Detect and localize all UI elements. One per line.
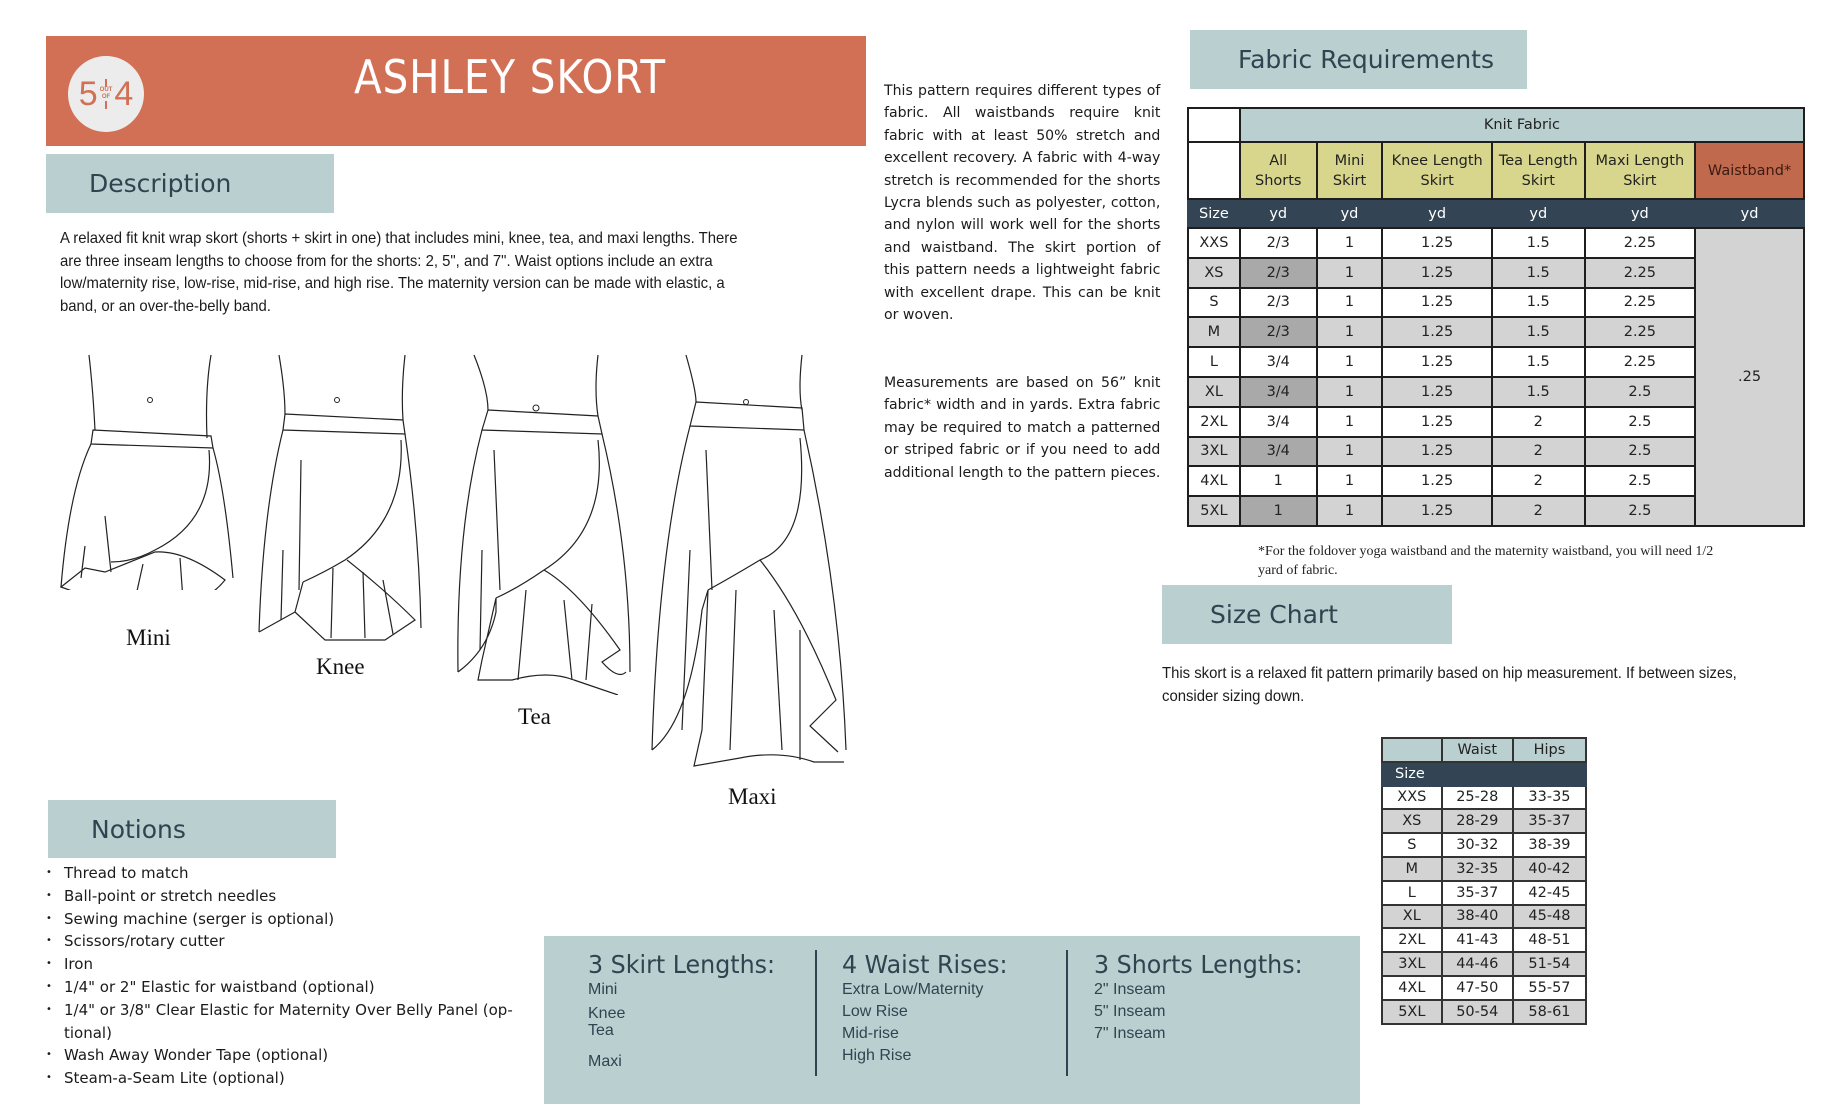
waist-rises-heading: 4 Waist Rises: bbox=[842, 950, 1008, 979]
yardage-cell: 2.25 bbox=[1585, 347, 1696, 377]
notion-item: • Iron bbox=[46, 955, 93, 974]
unit-label: yd bbox=[1317, 199, 1383, 228]
hips-cell: 55-57 bbox=[1513, 976, 1586, 1000]
yardage-cell: 2.25 bbox=[1585, 288, 1696, 318]
yardage-cell: 1 bbox=[1317, 466, 1383, 496]
size-row bbox=[1382, 1000, 1586, 1024]
column-divider bbox=[815, 950, 817, 1076]
size-cell: XXS bbox=[1382, 786, 1442, 810]
skirt-length-item: Tea bbox=[588, 1022, 614, 1039]
waistband-footnote: *For the foldover yoga waistband and the maternity waistband, you will need 1/2 yard of fabric. bbox=[1258, 544, 1714, 578]
empty-corner bbox=[1188, 142, 1240, 199]
yardage-cell: 1.5 bbox=[1492, 258, 1585, 288]
yardage-cell: 2.25 bbox=[1585, 228, 1696, 258]
size-cell: 4XL bbox=[1188, 466, 1240, 496]
mini-label: Mini bbox=[126, 625, 171, 650]
yardage-cell: 1 bbox=[1240, 496, 1317, 526]
yardage-cell: 2 bbox=[1492, 437, 1585, 467]
hips-cell: 40-42 bbox=[1513, 857, 1586, 881]
size-row bbox=[1382, 809, 1586, 833]
yardage-cell: 2/3 bbox=[1240, 288, 1317, 318]
waist-cell: 44-46 bbox=[1442, 952, 1513, 976]
yardage-cell: 3/4 bbox=[1240, 437, 1317, 467]
waist-rise-item: Low Rise bbox=[842, 1003, 908, 1020]
shorts-lengths-column bbox=[1094, 950, 1314, 1045]
hips-cell: 35-37 bbox=[1513, 809, 1586, 833]
yardage-cell: 2/3 bbox=[1240, 228, 1317, 258]
knit-fabric-header: Knit Fabric bbox=[1240, 108, 1804, 142]
yardage-cell: 2.25 bbox=[1585, 317, 1696, 347]
yardage-cell: 2.5 bbox=[1585, 407, 1696, 437]
yardage-cell: 1.5 bbox=[1492, 288, 1585, 318]
yardage-cell: 1 bbox=[1317, 317, 1383, 347]
yardage-cell: 1.25 bbox=[1382, 407, 1492, 437]
column-header-all-shorts: All Shorts bbox=[1240, 142, 1317, 199]
yardage-cell: 1 bbox=[1317, 407, 1383, 437]
yardage-cell: 1.25 bbox=[1382, 317, 1492, 347]
yardage-cell: 2.5 bbox=[1585, 437, 1696, 467]
logo-five: 5 bbox=[78, 74, 98, 113]
size-cell: 2XL bbox=[1188, 407, 1240, 437]
size-row bbox=[1382, 881, 1586, 905]
summary-box bbox=[544, 936, 1360, 1104]
size-cell: 5XL bbox=[1188, 496, 1240, 526]
size-cell: 4XL bbox=[1382, 976, 1442, 1000]
size-row bbox=[1382, 928, 1586, 952]
yardage-cell: 1 bbox=[1240, 466, 1317, 496]
logo-out-of: OUT OF bbox=[100, 79, 113, 109]
waist-cell: 50-54 bbox=[1442, 1000, 1513, 1024]
yardage-cell: 2.5 bbox=[1585, 377, 1696, 407]
hips-cell: 58-61 bbox=[1513, 1000, 1586, 1024]
description-heading: Description bbox=[46, 154, 334, 213]
hips-cell: 51-54 bbox=[1513, 952, 1586, 976]
size-row bbox=[1382, 786, 1586, 810]
fabric-notes-paragraph-2: Measurements are based on 56” knit fabric* width and in yards. Extra fabric may be required to match a patterned or striped fabric or if you need to add additional length to the pattern pieces. bbox=[884, 375, 1161, 481]
column-header-waistband: Waistband* bbox=[1695, 142, 1804, 199]
column-header-maxi-length-skirt: Maxi Length Skirt bbox=[1585, 142, 1696, 199]
waist-cell: 30-32 bbox=[1442, 833, 1513, 857]
unit-label: yd bbox=[1492, 199, 1585, 228]
hips-cell: 48-51 bbox=[1513, 928, 1586, 952]
waist-rise-item: High Rise bbox=[842, 1047, 912, 1064]
yardage-cell: 1.25 bbox=[1382, 377, 1492, 407]
waist-cell: 28-29 bbox=[1442, 809, 1513, 833]
size-row bbox=[1382, 952, 1586, 976]
empty-corner bbox=[1188, 108, 1240, 142]
size-cell: XXS bbox=[1188, 228, 1240, 258]
yardage-cell: 1 bbox=[1317, 347, 1383, 377]
yardage-cell: 3/4 bbox=[1240, 377, 1317, 407]
skirt-length-item: Maxi bbox=[588, 1053, 622, 1070]
size-cell: M bbox=[1382, 857, 1442, 881]
notion-item: • 1/4" or 3/8" Clear Elastic for Maternity Over Belly Panel (op-tional) bbox=[46, 1000, 513, 1042]
notion-item: • Scissors/rotary cutter bbox=[46, 932, 225, 951]
yardage-cell: 1.5 bbox=[1492, 347, 1585, 377]
unit-label: yd bbox=[1382, 199, 1492, 228]
yardage-cell: 1.25 bbox=[1382, 288, 1492, 318]
yardage-cell: 1.25 bbox=[1382, 466, 1492, 496]
yardage-cell: 1.5 bbox=[1492, 377, 1585, 407]
yardage-cell: 1 bbox=[1317, 496, 1383, 526]
column-header-waist: Waist bbox=[1442, 738, 1513, 762]
column-header-tea-length-skirt: Tea Length Skirt bbox=[1492, 142, 1585, 199]
empty-corner bbox=[1382, 738, 1442, 762]
column-header-mini-skirt: Mini Skirt bbox=[1317, 142, 1383, 199]
notions-list bbox=[46, 862, 536, 1090]
skirt-length-item: Knee bbox=[588, 1005, 626, 1022]
size-chart-text: This skort is a relaxed fit pattern primarily based on hip measurement. If between sizes, consider sizing down. bbox=[1162, 665, 1737, 705]
size-chart-heading: Size Chart bbox=[1162, 585, 1452, 644]
size-cell: XS bbox=[1382, 809, 1442, 833]
yardage-cell: 1.5 bbox=[1492, 317, 1585, 347]
knee-label: Knee bbox=[316, 654, 365, 679]
size-cell: L bbox=[1382, 881, 1442, 905]
yardage-cell: 2 bbox=[1492, 407, 1585, 437]
hips-cell: 45-48 bbox=[1513, 905, 1586, 929]
waist-cell: 32-35 bbox=[1442, 857, 1513, 881]
waist-cell: 41-43 bbox=[1442, 928, 1513, 952]
shorts-length-item: 7" Inseam bbox=[1094, 1025, 1166, 1042]
notion-item: • Thread to match bbox=[46, 864, 189, 882]
description-text: A relaxed fit knit wrap skort (shorts + skirt in one) that includes mini, knee, tea, and maxi lengths. There are three inseam lengths to choose from for the shorts: 2, 5", and 7". Waist options include an extra low/maternity rise, low-rise, mid-rise, and high rise. The maternity version can be made with elastic, a band, or an over-the-belly band. bbox=[60, 230, 738, 315]
fabric-requirements-heading: Fabric Requirements bbox=[1190, 30, 1527, 89]
column-divider bbox=[1066, 950, 1068, 1076]
waist-cell: 25-28 bbox=[1442, 786, 1513, 810]
size-label: Size bbox=[1188, 199, 1240, 228]
fabric-requirements-table bbox=[1187, 107, 1805, 527]
yardage-cell: 2.5 bbox=[1585, 466, 1696, 496]
size-row bbox=[1382, 905, 1586, 929]
page-title: ASHLEY SKORT bbox=[354, 50, 666, 104]
size-cell: M bbox=[1188, 317, 1240, 347]
yardage-cell: 2.5 bbox=[1585, 496, 1696, 526]
yardage-cell: 1 bbox=[1317, 437, 1383, 467]
notion-item: • Ball-point or stretch needles bbox=[46, 886, 277, 905]
yardage-cell: 2/3 bbox=[1240, 317, 1317, 347]
waist-cell: 47-50 bbox=[1442, 976, 1513, 1000]
size-row bbox=[1382, 976, 1586, 1000]
size-cell: 3XL bbox=[1382, 952, 1442, 976]
column-header-knee-length-skirt: Knee Length Skirt bbox=[1382, 142, 1492, 199]
size-cell: XL bbox=[1382, 905, 1442, 929]
skirt-lengths-column bbox=[588, 950, 785, 1073]
notion-item: • Wash Away Wonder Tape (optional) bbox=[46, 1046, 329, 1065]
size-row bbox=[1382, 857, 1586, 881]
waist-rise-item: Extra Low/Maternity bbox=[842, 981, 984, 998]
size-cell: L bbox=[1188, 347, 1240, 377]
yardage-cell: 1.5 bbox=[1492, 228, 1585, 258]
shorts-length-item: 5" Inseam bbox=[1094, 1003, 1166, 1020]
waist-cell: 38-40 bbox=[1442, 905, 1513, 929]
waist-cell: 35-37 bbox=[1442, 881, 1513, 905]
waistband-yardage-cell: .25 bbox=[1695, 228, 1804, 526]
size-cell: S bbox=[1382, 833, 1442, 857]
skirt-lengths-heading: 3 Skirt Lengths: bbox=[588, 950, 776, 979]
brand-logo bbox=[68, 56, 144, 132]
yardage-cell: 3/4 bbox=[1240, 407, 1317, 437]
yardage-cell: 1 bbox=[1317, 228, 1383, 258]
unit-label: yd bbox=[1585, 199, 1696, 228]
yardage-cell: 1 bbox=[1317, 377, 1383, 407]
size-cell: XL bbox=[1188, 377, 1240, 407]
notion-item: • Sewing machine (serger is optional) bbox=[46, 909, 335, 928]
fabric-row bbox=[1188, 228, 1804, 258]
maxi-label: Maxi bbox=[728, 784, 777, 809]
knee-skort-drawing bbox=[255, 350, 435, 650]
notions-heading: Notions bbox=[48, 800, 336, 858]
hips-cell: 38-39 bbox=[1513, 833, 1586, 857]
waist-rises-column bbox=[842, 950, 1016, 1067]
yardage-cell: 3/4 bbox=[1240, 347, 1317, 377]
shorts-length-item: 2" Inseam bbox=[1094, 981, 1166, 998]
hips-cell: 33-35 bbox=[1513, 786, 1586, 810]
size-cell: 5XL bbox=[1382, 1000, 1442, 1024]
yardage-cell: 1.25 bbox=[1382, 496, 1492, 526]
size-cell: 2XL bbox=[1382, 928, 1442, 952]
yardage-cell: 1 bbox=[1317, 258, 1383, 288]
skirt-length-item: Mini bbox=[588, 981, 618, 998]
notion-item: • Steam-a-Seam Lite (optional) bbox=[46, 1069, 285, 1088]
tea-label: Tea bbox=[518, 704, 551, 729]
hips-cell: 42-45 bbox=[1513, 881, 1586, 905]
logo-four: 4 bbox=[114, 74, 134, 113]
size-chart-table bbox=[1381, 737, 1587, 1025]
shorts-lengths-heading: 3 Shorts Lengths: bbox=[1094, 950, 1303, 979]
size-cell: XS bbox=[1188, 258, 1240, 288]
size-cell: S bbox=[1188, 288, 1240, 318]
waist-rise-item: Mid-rise bbox=[842, 1025, 899, 1042]
notion-item: • 1/4" or 2" Elastic for waistband (optional) bbox=[46, 977, 375, 996]
fabric-notes-paragraph-1: This pattern requires different types of fabric. All waistbands require knit fabric with at least 50% stretch and excellent recovery. A fabric with 4-way stretch is recommended for the shorts Lycra blends such as polyester, cotton, and nylon will work well for the shorts and waistband. The skirt portion of this pattern needs a lightweight fabric with excellent drape. This can be knit or woven. bbox=[884, 83, 1161, 324]
yardage-cell: 2/3 bbox=[1240, 258, 1317, 288]
yardage-cell: 1.25 bbox=[1382, 228, 1492, 258]
yardage-cell: 2.25 bbox=[1585, 258, 1696, 288]
yardage-cell: 2 bbox=[1492, 496, 1585, 526]
yardage-cell: 1.25 bbox=[1382, 437, 1492, 467]
mini-skort-drawing bbox=[55, 350, 245, 590]
yardage-cell: 1.25 bbox=[1382, 347, 1492, 377]
maxi-skort-drawing bbox=[650, 350, 850, 768]
size-label: Size bbox=[1382, 762, 1442, 786]
size-row bbox=[1382, 833, 1586, 857]
size-cell: 3XL bbox=[1188, 437, 1240, 467]
yardage-cell: 1 bbox=[1317, 288, 1383, 318]
tea-skort-drawing bbox=[448, 350, 638, 695]
yardage-cell: 2 bbox=[1492, 466, 1585, 496]
yardage-cell: 1.25 bbox=[1382, 258, 1492, 288]
column-header-hips: Hips bbox=[1513, 738, 1586, 762]
unit-label: yd bbox=[1695, 199, 1804, 228]
unit-label: yd bbox=[1240, 199, 1317, 228]
